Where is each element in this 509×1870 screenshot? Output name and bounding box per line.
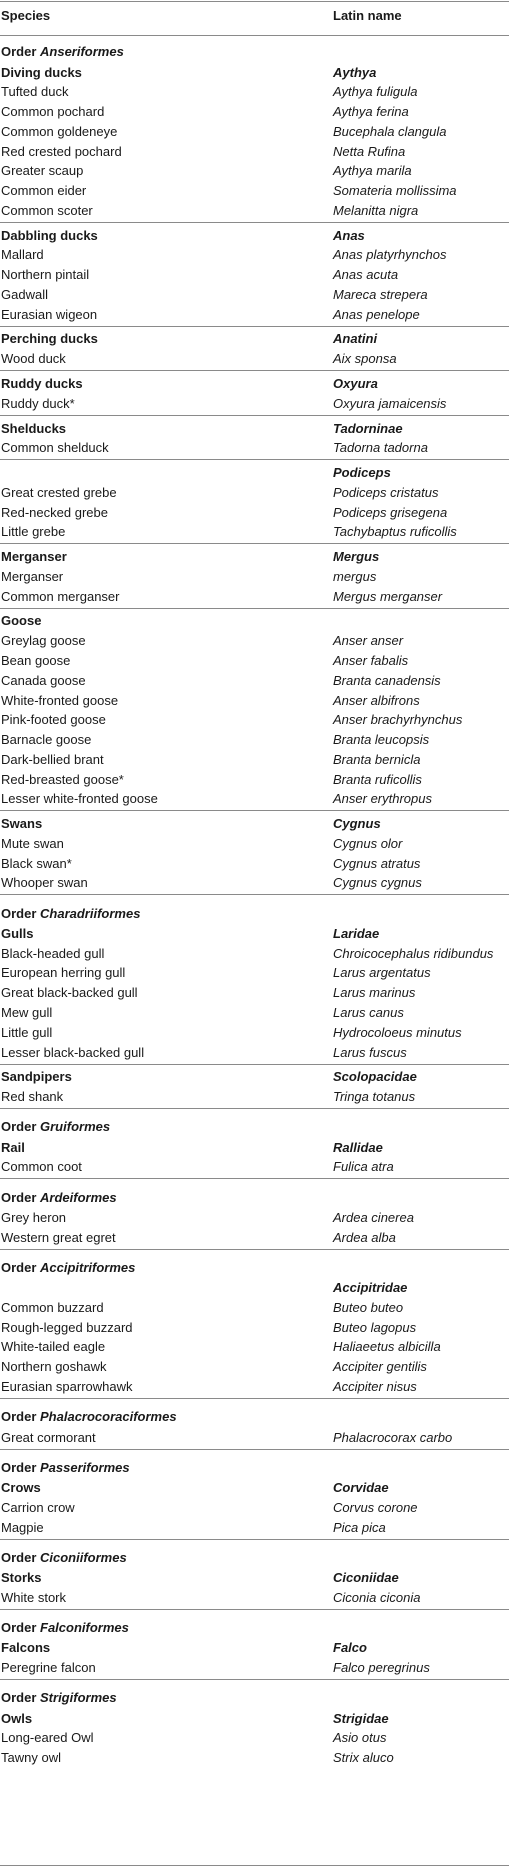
species-latin-name: Tringa totanus [333,1089,416,1105]
species-latin-name: Somateria mollissima [333,183,457,199]
species-latin-name: Branta ruficollis [333,771,422,787]
order-heading [1,1119,110,1135]
group-latin-name: Ciconiidae [333,1570,399,1586]
species-latin-name: Anas penelope [333,306,420,322]
species-latin-name: Bucephala clangula [333,123,447,139]
species-latin-name: Branta canadensis [333,672,441,688]
species-common-name: Northern pintail [1,267,90,283]
group-separator [0,370,509,371]
group-row [0,1638,509,1658]
table-row [0,670,509,690]
species-latin-name: Mareca strepera [333,286,428,302]
table-row [0,1427,509,1447]
order-heading [1,906,140,922]
species-latin-name: Falco peregrinus [333,1660,430,1676]
species-latin-name: mergus [333,568,377,584]
group-row [0,813,509,833]
table-row [0,1728,509,1748]
order-name: Accipitriformes [40,1259,136,1275]
species-common-name: Common merganser [1,588,120,604]
table-row [0,1356,509,1376]
species-latin-name: Corvus corone [333,1499,418,1515]
table-row [0,1022,509,1042]
species-common-name: White-fronted goose [1,692,119,708]
table-row [0,438,509,458]
group-row [0,225,509,245]
group-separator [0,459,509,460]
group-latin-name: Aythya [333,64,377,80]
order-heading [1,1620,129,1636]
species-common-name: Common coot [1,1159,82,1175]
order-name: Ciconiiformes [40,1549,127,1565]
group-row [0,62,509,82]
group-common-name: Storks [1,1570,42,1586]
species-common-name: Common goldeneye [1,123,118,139]
species-common-name: Mallard [1,247,44,263]
table-row [0,650,509,670]
group-row [0,611,509,631]
table-row [0,1002,509,1022]
table-row [0,1337,509,1357]
order-row [0,1181,509,1207]
species-common-name: Magpie [1,1519,44,1535]
group-separator [0,1609,509,1610]
table-row [0,161,509,181]
group-row [0,546,509,566]
species-latin-name: Anas acuta [333,267,399,283]
group-latin-name: Oxyura [333,376,378,392]
table-row [0,1517,509,1537]
table-row [0,1317,509,1337]
order-heading [1,1190,117,1206]
table-row [0,586,509,606]
table-row [0,1587,509,1607]
table-row [0,853,509,873]
group-latin-name: Falco [333,1640,367,1656]
species-common-name: Bean goose [1,652,71,668]
species-latin-name: Buteo lagopus [333,1319,417,1335]
species-latin-name: Ciconia ciconia [333,1589,421,1605]
table-row [0,1657,509,1677]
group-row [0,418,509,438]
group-separator [0,222,509,223]
order-label: Order [1,1549,41,1565]
species-latin-name: Aix sponsa [333,351,397,367]
order-label: Order [1,44,41,60]
group-row [0,373,509,393]
species-common-name: Common buzzard [1,1299,104,1315]
table-row [0,245,509,265]
table-header [0,2,509,35]
species-latin-name: Anser anser [333,633,404,649]
species-latin-name: Ardea cinerea [333,1209,414,1225]
group-separator [0,1398,509,1399]
species-latin-name: Netta Rufina [333,143,406,159]
species-common-name: Red-necked grebe [1,504,108,520]
order-label: Order [1,1409,41,1425]
group-row [0,1567,509,1587]
table-row [0,1747,509,1767]
table-row [0,963,509,983]
order-name: Charadriiformes [40,905,141,921]
species-common-name: Red crested pochard [1,143,122,159]
table-row [0,789,509,809]
species-common-name: Northern goshawk [1,1359,107,1375]
group-row [0,1277,509,1297]
order-heading [1,44,124,60]
species-latin-name: Cygnus atratus [333,855,421,871]
species-latin-name: Aythya marila [333,163,412,179]
table-row [0,141,509,161]
order-label: Order [1,1690,41,1706]
group-latin-name: Anatini [333,331,378,347]
species-latin-name: Tadorna tadorna [333,440,428,456]
table-row [0,630,509,650]
order-name: Gruiformes [40,1119,111,1135]
table-row [0,1086,509,1106]
table-row [0,1042,509,1062]
species-common-name: Barnacle goose [1,732,92,748]
group-common-name: Ruddy ducks [1,376,83,392]
order-name: Phalacrocoraciformes [40,1409,177,1425]
species-common-name: Little gull [1,1024,53,1040]
table-row [0,943,509,963]
order-name: Strigiformes [40,1690,117,1706]
species-common-name: Red shank [1,1089,64,1105]
order-name: Anseriformes [40,44,124,60]
group-row [0,1477,509,1497]
group-common-name: Gulls [1,925,34,941]
table-row [0,566,509,586]
species-latin-name: Branta leucopsis [333,732,430,748]
order-heading [1,1550,127,1566]
species-latin-name: Anser albifrons [333,692,420,708]
species-common-name: Long-eared Owl [1,1730,94,1746]
table-row [0,749,509,769]
table-row [0,1497,509,1517]
order-row [0,1401,509,1427]
group-latin-name: Corvidae [333,1480,389,1496]
species-common-name: Canada goose [1,672,86,688]
group-separator [0,894,509,895]
species-latin-name: Chroicocephalus ridibundus [333,945,494,961]
order-label: Order [1,1459,41,1475]
group-common-name: Owls [1,1710,33,1726]
order-label: Order [1,905,41,921]
species-common-name: Common pochard [1,104,105,120]
species-latin-name: Buteo buteo [333,1299,404,1315]
species-latin-name: Larus marinus [333,985,416,1001]
group-common-name: Swans [1,816,43,832]
group-separator [0,326,509,327]
species-common-name: Black-headed gull [1,945,105,961]
species-common-name: Merganser [1,568,64,584]
group-latin-name: Rallidae [333,1139,383,1155]
species-common-name: Red-breasted goose* [1,771,124,787]
group-row [0,923,509,943]
species-latin-name: Hydrocoloeus minutus [333,1024,462,1040]
species-latin-name: Cygnus olor [333,835,403,851]
species-latin-name: Tachybaptus ruficollis [333,524,457,540]
species-latin-name: Larus argentatus [333,965,431,981]
order-heading [1,1460,130,1476]
table-row [0,522,509,542]
species-common-name: Mute swan [1,835,64,851]
table-row [0,502,509,522]
species-common-name: Great cormorant [1,1429,96,1445]
species-common-name: Lesser black-backed gull [1,1044,145,1060]
group-separator [0,1539,509,1540]
species-latin-name: Haliaeetus albicilla [333,1339,441,1355]
species-latin-name: Podiceps cristatus [333,484,439,500]
table-row [0,101,509,121]
order-row [0,897,509,923]
group-latin-name: Tadorninae [333,420,403,436]
species-latin-name: Podiceps grisegena [333,504,448,520]
group-common-name: Shelducks [1,420,67,436]
order-row [0,1252,509,1278]
order-name: Falconiformes [40,1620,129,1636]
species-common-name: Rough-legged buzzard [1,1319,133,1335]
table-row [0,200,509,220]
species-common-name: Great crested grebe [1,484,117,500]
species-latin-name: Melanitta nigra [333,202,419,218]
species-latin-name: Larus fuscus [333,1044,407,1060]
species-latin-name: Pica pica [333,1519,386,1535]
species-latin-name: Asio otus [333,1730,387,1746]
species-common-name: Common scoter [1,202,93,218]
group-separator [0,1449,509,1450]
species-latin-name: Anser erythropus [333,791,432,807]
species-common-name: Western great egret [1,1229,116,1245]
table-row [0,393,509,413]
species-common-name: Eurasian sparrowhawk [1,1379,133,1394]
species-common-name: Pink-footed goose [1,712,106,728]
species-common-name: White stork [1,1589,67,1605]
order-name: Passeriformes [40,1459,130,1475]
group-common-name: Falcons [1,1640,51,1656]
group-common-name: Diving ducks [1,64,82,80]
species-common-name: Ruddy duck* [1,395,75,411]
table-row [0,833,509,853]
species-common-name: Wood duck [1,351,66,367]
order-label: Order [1,1620,41,1636]
group-latin-name: Accipitridae [333,1280,408,1296]
species-common-name: Lesser white-fronted goose [1,791,158,807]
group-separator [0,1679,509,1680]
table-body [0,36,509,1767]
species-latin-name: Anser brachyrhynchus [333,712,463,728]
table-row [0,729,509,749]
table-row [0,121,509,141]
species-common-name: Eurasian wigeon [1,306,98,322]
species-latin-name: Branta bernicla [333,751,421,767]
species-latin-name: Anser fabalis [333,652,409,668]
species-latin-name: Fulica atra [333,1159,394,1175]
species-common-name: Grey heron [1,1209,67,1225]
group-latin-name: Anas [333,227,365,243]
species-latin-name: Accipiter gentilis [333,1359,427,1375]
species-common-name: Mew gull [1,1004,53,1020]
group-row [0,1708,509,1728]
order-name: Ardeiformes [40,1189,117,1205]
species-column-header: Species [1,8,51,23]
group-common-name: Merganser [1,549,67,565]
order-row [0,1542,509,1568]
group-row [0,329,509,349]
group-common-name: Sandpipers [1,1069,72,1085]
species-common-name: Common eider [1,183,87,199]
group-common-name: Goose [1,613,42,629]
group-separator [0,608,509,609]
group-common-name: Rail [1,1139,25,1155]
group-row [0,1137,509,1157]
species-latin-name: Anas platyrhynchos [333,247,447,263]
table-row [0,769,509,789]
species-common-name: European herring gull [1,965,126,981]
species-common-name: Black swan* [1,855,72,871]
species-common-name: Little grebe [1,524,66,540]
species-latin-name: Strix aluco [333,1750,394,1766]
table-row [0,690,509,710]
species-common-name: Gadwall [1,286,48,302]
group-separator [0,810,509,811]
latin-name-column-header: Latin name [333,8,402,23]
group-separator [0,1108,509,1109]
species-common-name: White-tailed eagle [1,1339,106,1355]
order-row [0,36,509,62]
table-row [0,1227,509,1247]
group-latin-name: Scolopacidae [333,1069,417,1085]
species-common-name: Peregrine falcon [1,1660,96,1676]
species-common-name: Great black-backed gull [1,985,138,1001]
group-common-name: Dabbling ducks [1,227,98,243]
table-row [0,1297,509,1317]
species-latin-name: Mergus merganser [333,588,443,604]
table-row [0,873,509,893]
group-separator [0,415,509,416]
species-common-name: Tufted duck [1,84,69,100]
table-row [0,982,509,1002]
table-row [0,82,509,102]
species-latin-name: Phalacrocorax carbo [333,1429,453,1445]
group-latin-name: Mergus [333,549,380,565]
species-common-name: Common shelduck [1,440,109,456]
order-heading [1,1690,117,1706]
species-latin-name: Accipiter nisus [333,1379,417,1394]
species-common-name: Greater scaup [1,163,84,179]
group-latin-name: Podiceps [333,465,391,481]
table-row [0,264,509,284]
group-separator [0,1064,509,1065]
species-latin-name: Cygnus cygnus [333,875,422,891]
species-common-name: Dark-bellied brant [1,751,104,767]
table-row [0,180,509,200]
table-row [0,710,509,730]
species-common-name: Tawny owl [1,1750,61,1766]
species-latin-name: Ardea alba [333,1229,396,1245]
group-latin-name: Cygnus [333,816,381,832]
table-row [0,304,509,324]
order-heading [1,1409,177,1425]
table-row [0,1376,509,1396]
order-row [0,1612,509,1638]
group-latin-name: Laridae [333,925,380,941]
order-row [0,1111,509,1137]
table-row [0,1157,509,1177]
species-common-name: Carrion crow [1,1499,75,1515]
species-latin-name: Aythya fuligula [333,84,418,100]
species-latin-name: Larus canus [333,1004,404,1020]
table-row [0,284,509,304]
species-latin-name: Aythya ferina [333,104,409,120]
species-common-name: Whooper swan [1,875,88,891]
order-row [0,1452,509,1478]
order-label: Order [1,1119,41,1135]
group-separator [0,1178,509,1179]
order-heading [1,1260,135,1276]
group-common-name: Crows [1,1480,41,1496]
species-latin-name: Oxyura jamaicensis [333,395,447,411]
group-row [0,462,509,482]
group-row [0,1067,509,1087]
species-common-name: Greylag goose [1,633,86,649]
group-separator [0,1249,509,1250]
table-row [0,482,509,502]
table-row [0,348,509,368]
order-label: Order [1,1189,41,1205]
order-label: Order [1,1259,41,1275]
group-separator [0,543,509,544]
order-row [0,1682,509,1708]
group-latin-name: Strigidae [333,1710,389,1726]
group-common-name: Perching ducks [1,331,98,347]
table-bottom-rule [0,1865,509,1866]
table-row [0,1207,509,1227]
